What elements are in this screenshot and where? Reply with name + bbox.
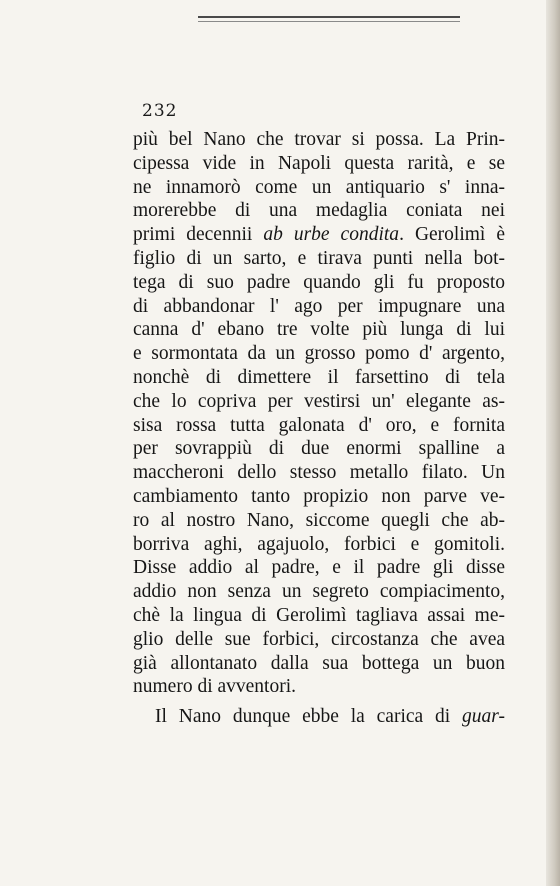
text-line: ne innamorò come un antiquario s' inna- — [133, 176, 505, 198]
top-rule-thin — [198, 21, 460, 22]
text-line: tega di suo padre quando gli fu proposto — [133, 271, 505, 293]
text-line: chè la lingua di Gerolimì tagliava assai me- — [133, 604, 505, 626]
text-line: e sormontata da un grosso pomo d' argento, — [133, 343, 505, 365]
text-line — [133, 705, 505, 729]
text-line: figlio di un sarto, e tirava punti nella bot- — [133, 247, 505, 269]
text-line: Disse addio al padre, e il padre gli disse — [133, 557, 505, 579]
page-edge-shadow — [546, 0, 560, 886]
text-segment: primi decennii — [133, 224, 264, 246]
text-line: ro al nostro Nano, siccome quegli che ab- — [133, 509, 505, 531]
body-text — [133, 128, 505, 729]
top-rule — [198, 16, 460, 18]
text-segment: . Gerolimì è — [399, 224, 505, 246]
text-line: addio non senza un segreto compiacimento, — [133, 581, 505, 603]
text-line: glio delle sue forbici, circostanza che avea — [133, 628, 505, 650]
text-line: numero di avventori. — [133, 676, 296, 698]
text-line: per sovrappiù di due enormi spalline a — [133, 438, 505, 460]
text-line: cambiamento tanto propizio non parve ve- — [133, 485, 505, 507]
text-line: nonchè di dimettere il farsettino di tela — [133, 366, 505, 388]
hyphenated-word: guar- — [462, 706, 505, 728]
text-line: borriva aghi, agajuolo, forbici e gomitoli. — [133, 533, 505, 555]
text-line: canna d' ebano tre volte più lunga di lui — [133, 319, 505, 341]
text-line — [133, 223, 505, 247]
latin-phrase: ab urbe condita — [263, 224, 400, 246]
text-line: già allontanato dalla sua bottega un buon — [133, 652, 505, 674]
page-number: 232 — [142, 101, 178, 121]
text-line: morerebbe di una medaglia coniata nei — [133, 200, 505, 222]
text-segment: Il Nano dunque ebbe la carica di — [155, 706, 463, 728]
text-line: più bel Nano che trovar si possa. La Prin- — [133, 129, 505, 150]
text-line: cipessa vide in Napoli questa rarità, e se — [133, 152, 505, 174]
text-line: di abbandonar l' ago per impugnare una — [133, 295, 505, 317]
text-line: sisa rossa tutta galonata d' oro, e fornita — [133, 414, 505, 436]
text-line: maccheroni dello stesso metallo filato. Un — [133, 462, 505, 484]
text-line: che lo copriva per vestirsi un' elegante as- — [133, 390, 505, 412]
